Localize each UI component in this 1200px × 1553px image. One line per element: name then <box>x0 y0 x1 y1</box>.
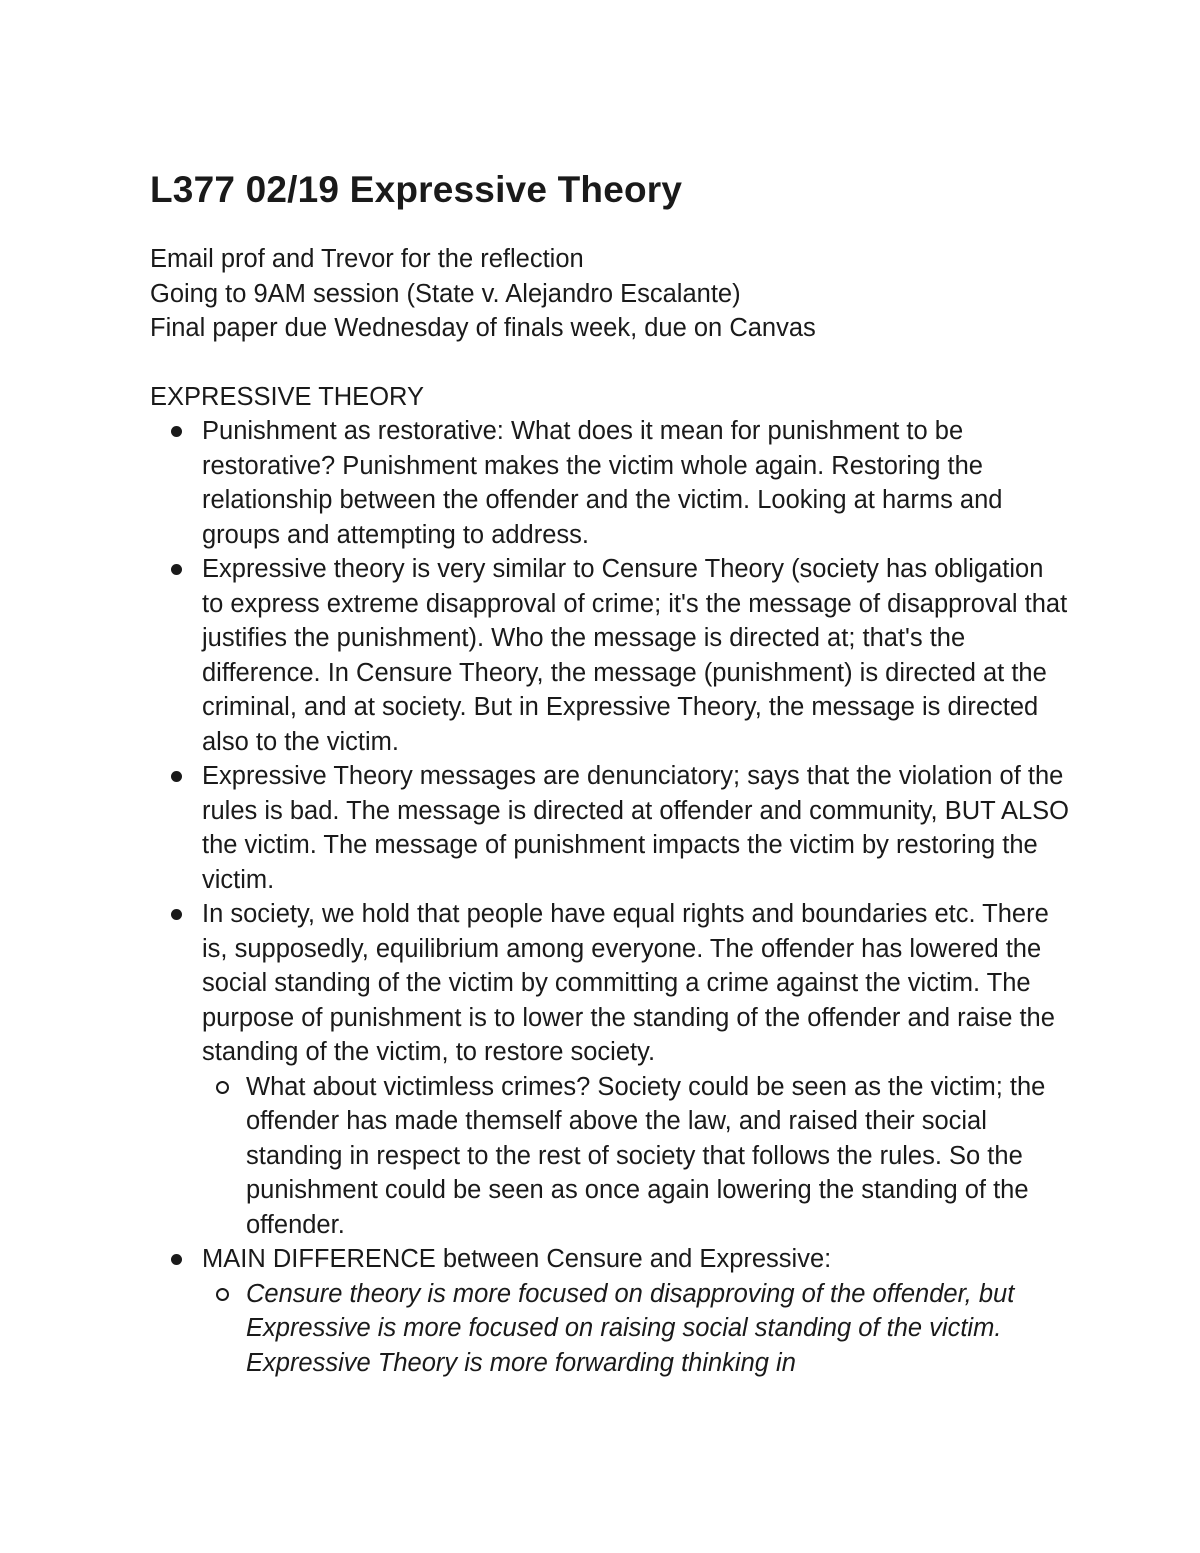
note-line: Email prof and Trevor for the reflection <box>150 245 584 273</box>
list-item <box>150 552 1070 759</box>
bullet-dot-icon <box>171 771 182 782</box>
sub-bullet-list <box>202 1070 1070 1243</box>
list-item <box>150 1242 1070 1380</box>
list-item <box>150 414 1070 552</box>
bullet-dot-icon <box>171 1254 182 1265</box>
list-item-text: Punishment as restorative: What does it mean for punishment to be restorative? Punishment makes the victim whole again. Restoring the relationship between the offender and the victim. Looking at harms and groups and attempting to address. <box>202 417 1003 549</box>
bullet-list <box>150 414 1070 1380</box>
list-item-text: MAIN DIFFERENCE between Censure and Expressive: <box>202 1245 832 1273</box>
list-item-text: Expressive theory is very similar to Censure Theory (society has obligation to express extreme disapproval of crime; it's the message of disapproval that justifies the punishment). Who the message is directed at; that's the difference. In Censure Theory, the message (punishment) is directed at the criminal, and at society. But in Expressive Theory, the message is directed also to the victim. <box>202 555 1068 756</box>
bullet-ring-icon <box>216 1081 229 1094</box>
list-item <box>150 759 1070 897</box>
list-item <box>150 897 1070 1242</box>
bullet-ring-icon <box>216 1288 229 1301</box>
note-line: Final paper due Wednesday of finals week, due on Canvas <box>150 314 816 342</box>
note-line: Going to 9AM session (State v. Alejandro Escalante) <box>150 279 741 308</box>
document-page <box>150 166 1070 1380</box>
sub-list-item <box>202 1277 1070 1381</box>
bullet-dot-icon <box>171 909 182 920</box>
list-item-text: Expressive Theory messages are denunciatory; says that the violation of the rules is bad. The message is directed at offender and community, BUT ALSO the victim. The message of punishment impacts the victim by restoring the victim. <box>202 762 1069 894</box>
sub-list-item <box>202 1070 1070 1243</box>
list-item-text: In society, we hold that people have equal rights and boundaries etc. There is, supposedly, equilibrium among everyone. The offender has lowered the social standing of the victim by committing a crime against the victim. The purpose of punishment is to lower the standing of the offender and raise the standing of the victim, to restore society. <box>202 900 1055 1066</box>
bullet-dot-icon <box>171 564 182 575</box>
section-heading: EXPRESSIVE THEORY <box>150 382 424 411</box>
bullet-dot-icon <box>171 426 182 437</box>
page-title: L377 02/19 Expressive Theory <box>150 169 683 210</box>
sub-list-item-text: Censure theory is more focused on disapproving of the offender, but Expressive is more focused on raising social standing of the victim. Expressive Theory is more forwarding thinking in <box>246 1279 1015 1377</box>
sub-list-item-text: What about victimless crimes? Society could be seen as the victim; the offender has made themself above the law, and raised their social standing in respect to the rest of society that follows the rules. So the punishment could be seen as once again lowering the standing of the offender. <box>246 1072 1046 1239</box>
sub-bullet-list <box>202 1277 1070 1381</box>
notes-block <box>150 242 1070 346</box>
